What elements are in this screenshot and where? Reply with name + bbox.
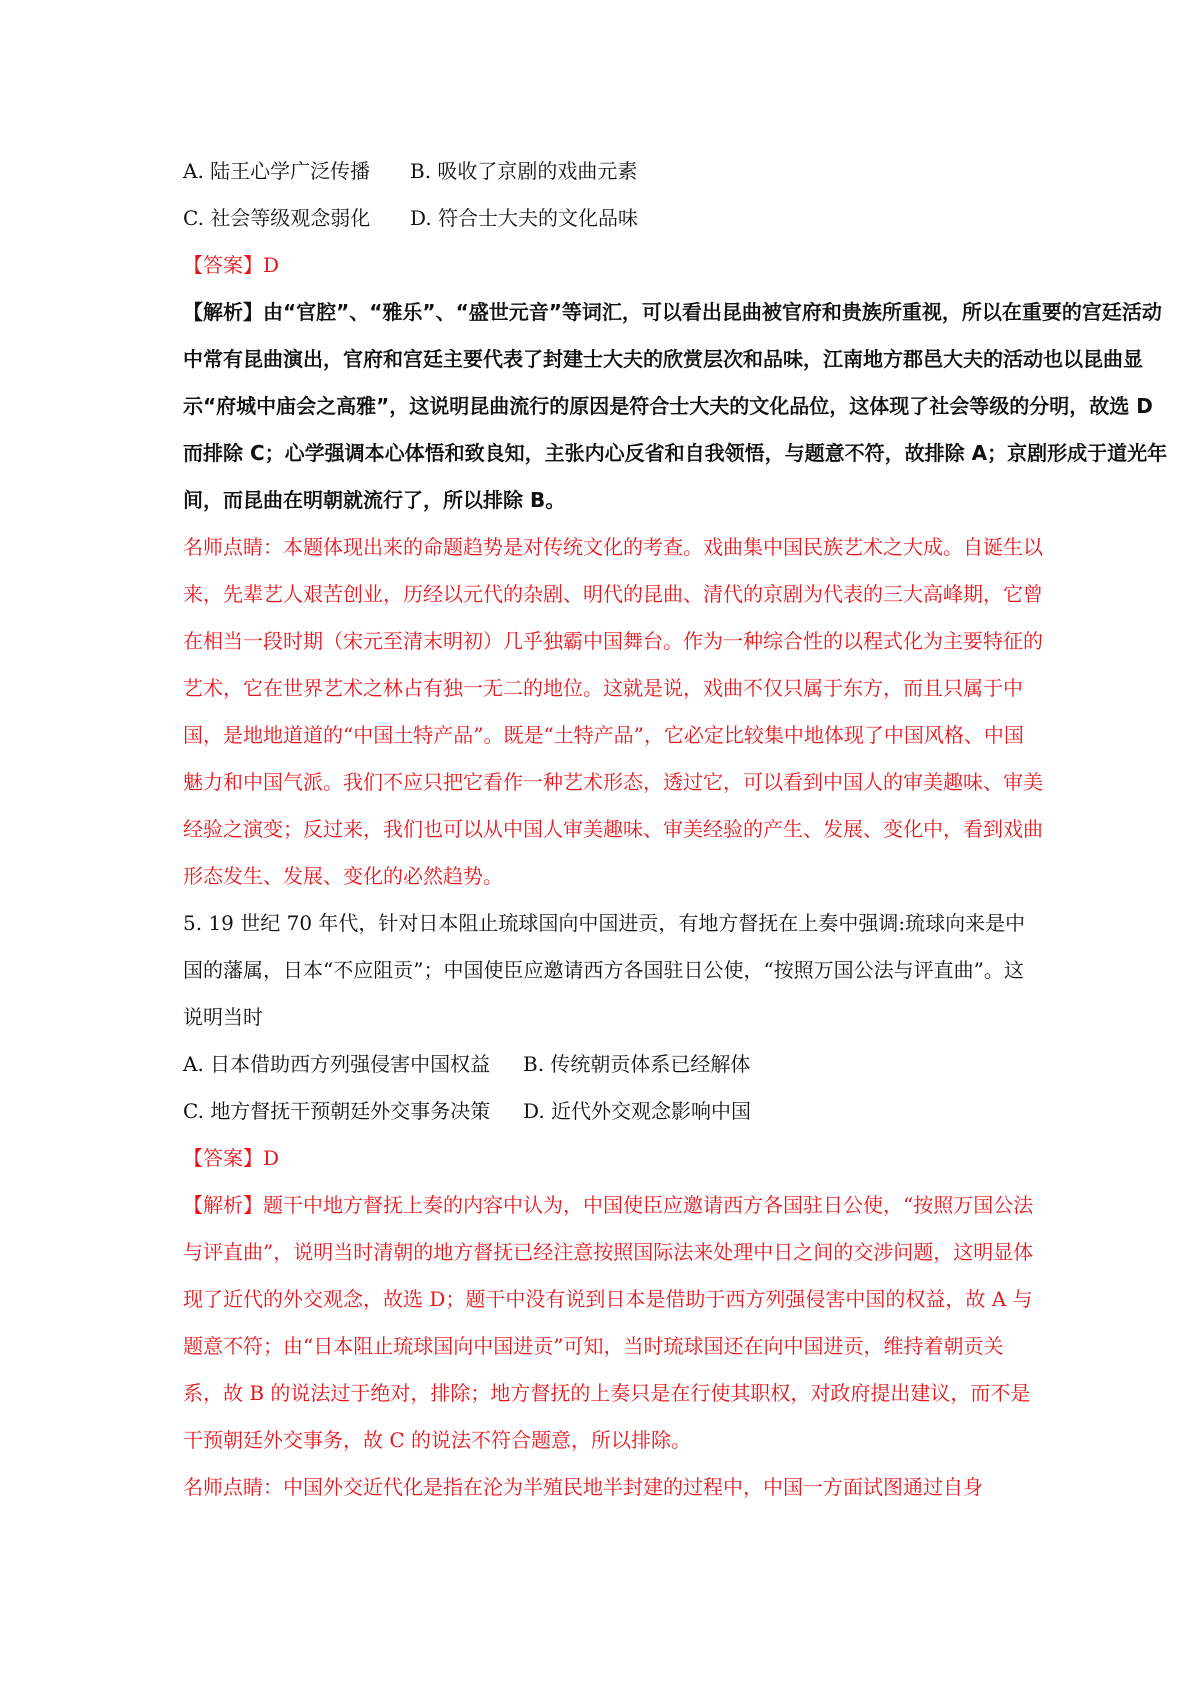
- q5-options-row-1: [183, 1041, 1183, 1088]
- q5-option-c: C. 地方督抚干预朝廷外交事务决策: [183, 1099, 491, 1123]
- q5-analysis: 【解析】题干中地方督抚上奏的内容中认为，中国使臣应邀请西方各国驻日公使，“按照万国公法与评直曲”，说明当时清朝的地方督抚已经注意按照国际法来处理中日之间的交涉问题，这明显体现了近代的外交观念，故选 D；题干中没有说到日本是借助于西方列强侵害中国的权益，故 A 与题意不符；由“日本阻止琉球国向中国进贡”可知，当时琉球国还在向中国进贡，维持着朝贡关系，故 B 的说法过于绝对，排除；地方督抚的上奏只是在行使其职权，对政府提出建议，而不是干预朝廷外交事务，故 C 的说法不符合题意，所以排除。: [183, 1193, 1034, 1452]
- q4-option-d: D. 符合士大夫的文化品味: [410, 206, 639, 230]
- q5-options-row-2: [183, 1088, 1183, 1135]
- q5-option-b: B. 传统朝贡体系已经解体: [523, 1052, 751, 1076]
- q5-option-a: A. 日本借助西方列强侵害中国权益: [183, 1052, 491, 1076]
- q4-options-row-1: [183, 148, 1183, 195]
- q4-option-a: A. 陆王心学广泛传播: [183, 159, 371, 183]
- q5-teacher-note: 名师点睛：中国外交近代化是指在沦为半殖民地半封建的过程中，中国一方面试图通过自身: [183, 1475, 983, 1499]
- q4-analysis: 【解析】由“官腔”、“雅乐”、“盛世元音”等词汇，可以看出昆曲被官府和贵族所重视，所以在重要的宫廷活动中常有昆曲演出，官府和宫廷主要代表了封建士大夫的欣赏层次和品味，江南地方郡邑大夫的活动也以昆曲显示“府城中庙会之高雅”，这说明昆曲流行的原因是符合士大夫的文化品位，这体现了社会等级的分明，故选 D 而排除 C；心学强调本心体悟和致良知，主张内心反省和自我领悟，与题意不符，故排除 A；京剧形成于道光年间，而昆曲在明朝就流行了，所以排除 B。: [183, 300, 1168, 512]
- document-content: [183, 148, 1183, 1511]
- q4-option-b: B. 吸收了京剧的戏曲元素: [410, 159, 638, 183]
- q4-option-c: C. 社会等级观念弱化: [183, 206, 371, 230]
- q5-stem: 5. 19 世纪 70 年代，针对日本阻止琉球国向中国进贡，有地方督抚在上奏中强调:琉球向来是中国的藩属，日本“不应阻贡”；中国使臣应邀请西方各国驻日公使，“按照万国公法与评直曲”。这说明当时: [183, 911, 1026, 1029]
- q5-option-d: D. 近代外交观念影响中国: [523, 1099, 752, 1123]
- q4-options-row-2: [183, 195, 1183, 242]
- q4-answer: 【答案】D: [183, 253, 280, 277]
- q5-answer: 【答案】D: [183, 1146, 280, 1170]
- q4-teacher-note: 名师点睛：本题体现出来的命题趋势是对传统文化的考查。戏曲集中国民族艺术之大成。自诞生以来，先辈艺人艰苦创业，历经以元代的杂剧、明代的昆曲、清代的京剧为代表的三大高峰期，它曾在相当一段时期（宋元至清末明初）几乎独霸中国舞台。作为一种综合性的以程式化为主要特征的艺术，它在世界艺术之林占有独一无二的地位。这就是说，戏曲不仅只属于东方，而且只属于中国，是地地道道的“中国土特产品”。既是“土特产品”，它必定比较集中地体现了中国风格、中国魅力和中国气派。我们不应只把它看作一种艺术形态，透过它，可以看到中国人的审美趣味、审美经验之演变；反过来，我们也可以从中国人审美趣味、审美经验的产生、发展、变化中，看到戏曲形态发生、发展、变化的必然趋势。: [183, 535, 1043, 888]
